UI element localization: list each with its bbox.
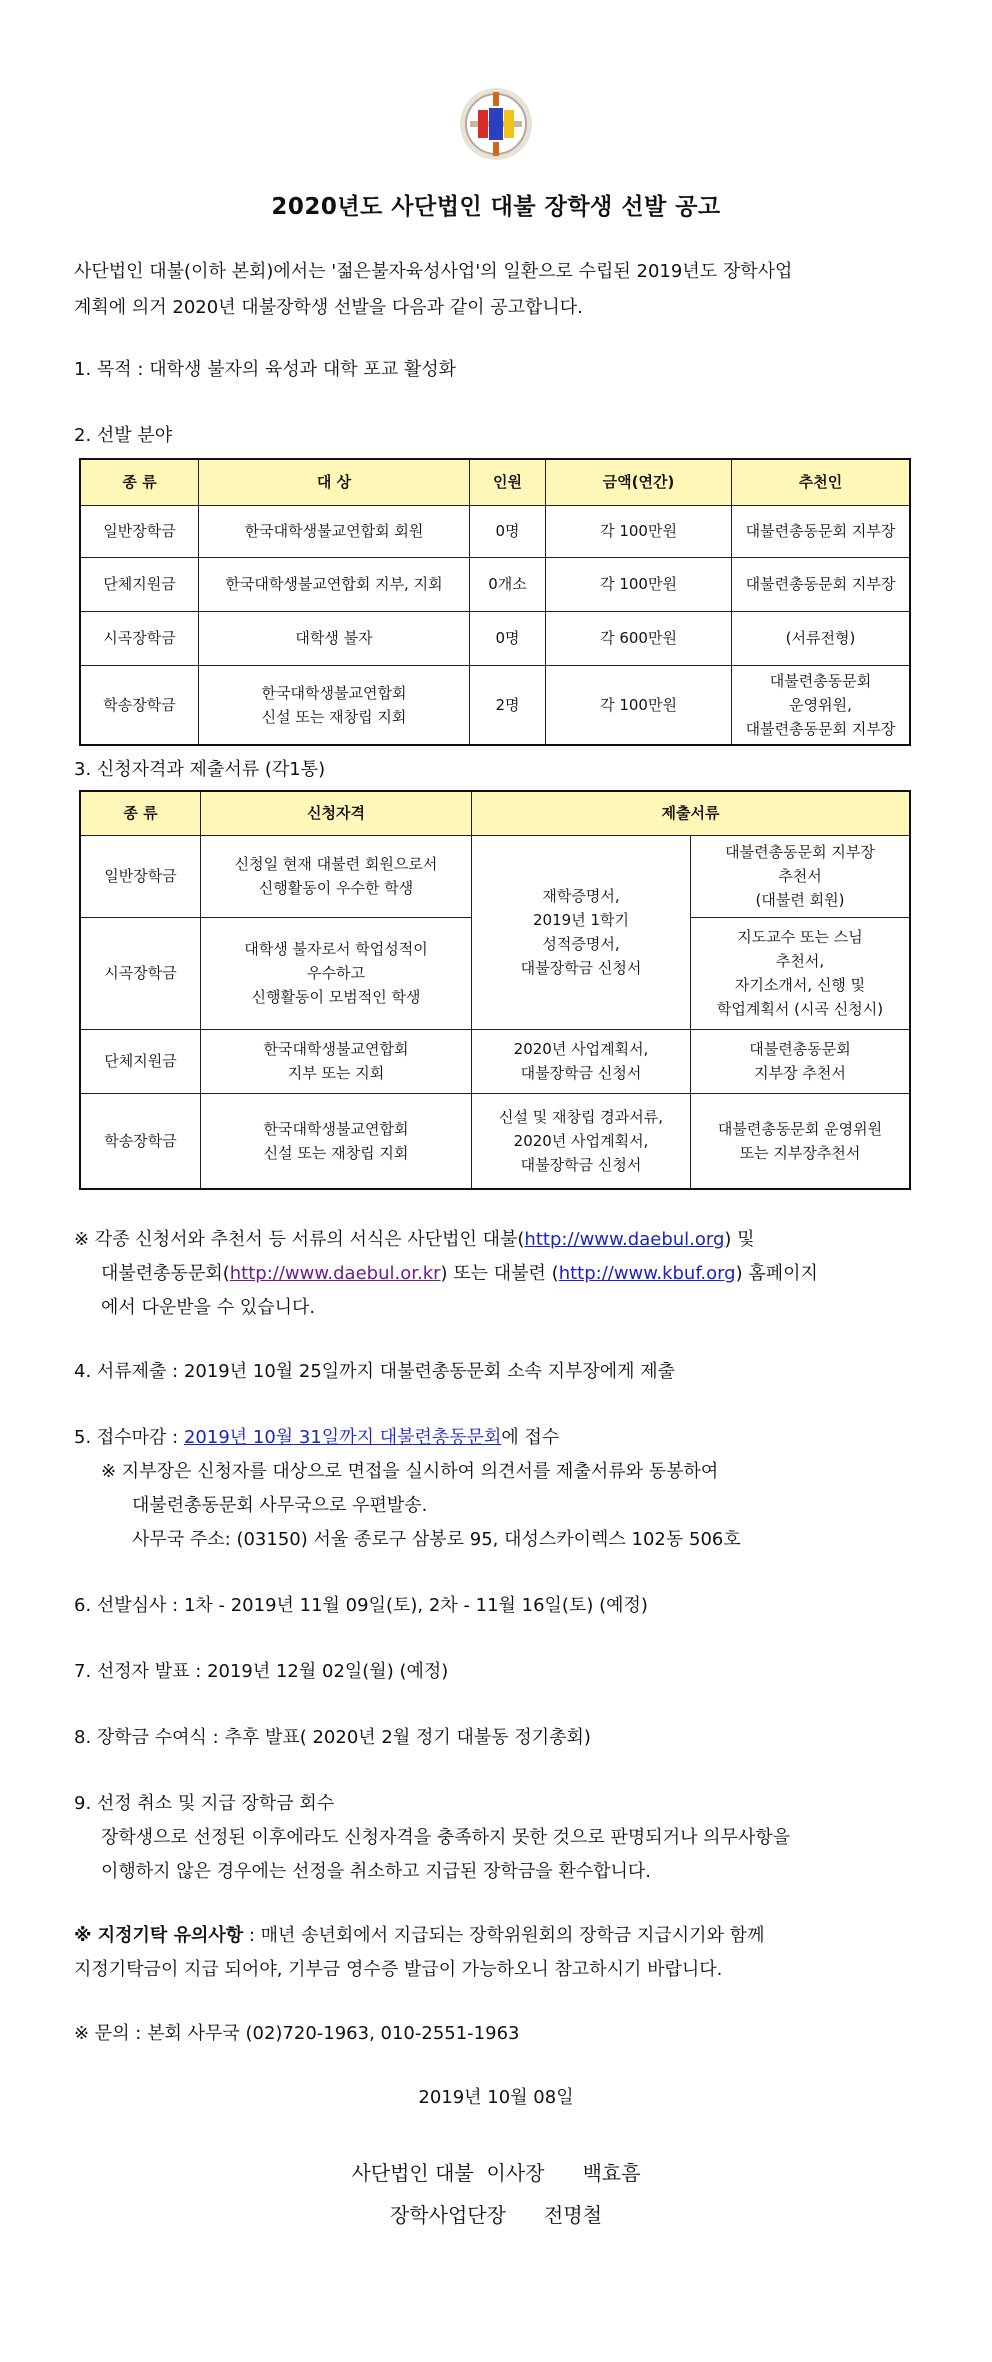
cell: 단체지원금 xyxy=(80,557,199,611)
note-text: ) 및 xyxy=(724,1229,755,1250)
signature-director: 장학사업단장 전명철 xyxy=(389,2203,603,2227)
cell: 재학증명서, 2019년 1학기 성적증명서, 대불장학금 신청서 xyxy=(472,835,691,1029)
section-8: 8. 장학금 수여식 : 추후 발표( 2020년 2월 정기 대불동 정기총회) xyxy=(74,1727,591,1748)
t1-header-type: 종 류 xyxy=(80,459,199,505)
cell: 0명 xyxy=(470,505,546,557)
cell: 각 100만원 xyxy=(546,557,732,611)
note-text: ) 홈페이지 xyxy=(735,1263,818,1284)
signature-chairman: 사단법인 대불 이사장 백효흠 xyxy=(351,2161,641,2185)
note-text: : 매년 송년회에서 지급되는 장학위원회의 장학금 지급시기와 함께 xyxy=(243,1925,765,1946)
cell: 대불련총동문회 지부장 추천서 xyxy=(691,1029,911,1093)
t1-header-recommender: 추천인 xyxy=(732,459,911,505)
cell: 신설 및 재창립 경과서류, 2020년 사업계획서, 대불장학금 신청서 xyxy=(472,1093,691,1189)
cell: 2명 xyxy=(470,665,546,745)
note-forms-line-1 xyxy=(74,1224,755,1255)
selection-table xyxy=(79,458,911,746)
section-1-text: 대학생 불자의 육성과 대학 포교 활성화 xyxy=(149,359,457,380)
cell: 학송장학금 xyxy=(80,665,199,745)
cell: 한국대학생불교연합회 회원 xyxy=(199,505,470,557)
note-donation-line-2: 지정기탁금이 지급 되어야, 기부금 영수증 발급이 가능하오니 참고하시기 바랍니다. xyxy=(74,1959,723,1980)
deadline-link[interactable]: 2019년 10월 31일까지 대불련총동문회 xyxy=(183,1427,502,1448)
section-9-line-1: 장학생으로 선정된 이후에라도 신청자격을 충족하지 못한 것으로 판명되거나 의무사항을 xyxy=(101,1827,791,1848)
table-row xyxy=(80,505,910,557)
note-text: ※ 각종 신청서와 추천서 등 서류의 서식은 사단법인 대불( xyxy=(74,1229,525,1250)
cell: 한국대학생불교연합회 신설 또는 재창립 지회 xyxy=(199,665,470,745)
cell: 신청일 현재 대불련 회원으로서 신행활동이 우수한 학생 xyxy=(201,835,472,917)
cell: 대학생 불자 xyxy=(199,611,470,665)
table-row xyxy=(80,835,910,917)
note-forms-line-2 xyxy=(101,1258,818,1289)
notice-date: 2019년 10월 08일 xyxy=(418,2087,574,2108)
office-address: 사무국 주소: (03150) 서울 종로구 삼봉로 95, 대성스카이렉스 102동 506호 xyxy=(132,1529,741,1550)
cell: 지도교수 또는 스님 추천서, 자기소개서, 신행 및 학업계획서 (시곡 신청시) xyxy=(691,917,911,1029)
section-1 xyxy=(74,354,456,385)
cell: 대불련총동문회 지부장 xyxy=(732,505,911,557)
t2-header-type: 종 류 xyxy=(80,791,201,835)
section-6: 6. 선발심사 : 1차 - 2019년 11월 09일(토), 2차 - 11월 16일(토) (예정) xyxy=(74,1595,648,1616)
t1-header-count: 인원 xyxy=(470,459,546,505)
cell: 일반장학금 xyxy=(80,505,199,557)
section-5-note-2: 대불련총동문회 사무국으로 우편발송. xyxy=(132,1495,428,1516)
cell: 각 100만원 xyxy=(546,665,732,745)
intro-line-2: 계획에 의거 2020년 대불장학생 선발을 다음과 같이 공고합니다. xyxy=(74,297,583,318)
table-row xyxy=(80,1029,910,1093)
table-row xyxy=(80,557,910,611)
note-forms-line-3: 에서 다운받을 수 있습니다. xyxy=(101,1297,316,1318)
note-donation-line-1 xyxy=(74,1920,764,1951)
section-5 xyxy=(74,1422,559,1453)
contact-info: ※ 문의 : 본회 사무국 (02)720-1963, 010-2551-1963 xyxy=(74,2023,520,2044)
qualification-table xyxy=(79,790,911,1190)
section-5-label: 5. 접수마감 : xyxy=(74,1427,184,1448)
section-5-tail: 에 접수 xyxy=(501,1427,560,1448)
table-row xyxy=(80,665,910,745)
section-9-heading: 9. 선정 취소 및 지급 장학금 회수 xyxy=(74,1793,335,1814)
cell: 한국대학생불교연합회 지부, 지회 xyxy=(199,557,470,611)
cell: (서류전형) xyxy=(732,611,911,665)
cell: 일반장학금 xyxy=(80,835,201,917)
section-3-heading: 3. 신청자격과 제출서류 (각1통) xyxy=(74,759,326,780)
cell: 시곡장학금 xyxy=(80,917,201,1029)
cell: 대불련총동문회 운영위원 또는 지부장추천서 xyxy=(691,1093,911,1189)
cell: 2020년 사업계획서, 대불장학금 신청서 xyxy=(472,1029,691,1093)
section-4: 4. 서류제출 : 2019년 10월 25일까지 대불련총동문회 소속 지부장에게 제출 xyxy=(74,1361,676,1382)
cell: 대불련총동문회 지부장 xyxy=(732,557,911,611)
cell: 각 100만원 xyxy=(546,505,732,557)
daebul-link[interactable]: http://www.daebul.org xyxy=(524,1229,725,1250)
section-7: 7. 선정자 발표 : 2019년 12월 02일(월) (예정) xyxy=(74,1661,449,1682)
cell: 대불련총동문회 지부장 추천서 (대불련 회원) xyxy=(691,835,911,917)
cell: 대학생 불자로서 학업성적이 우수하고 신행활동이 모범적인 학생 xyxy=(201,917,472,1029)
cell: 각 600만원 xyxy=(546,611,732,665)
organization-logo-icon xyxy=(458,86,534,162)
note-donation-label: ※ 지정기탁 유의사항 xyxy=(74,1925,244,1946)
section-1-label: 1. 목적 : xyxy=(74,359,150,380)
intro-line-1: 사단법인 대불(이하 본회)에서는 '젊은불자육성사업'의 일환으로 수립된 2019년도 장학사업 xyxy=(74,261,793,282)
t1-header-target: 대 상 xyxy=(199,459,470,505)
note-text: ) 또는 대불련 ( xyxy=(440,1263,559,1284)
cell: 한국대학생불교연합회 지부 또는 지회 xyxy=(201,1029,472,1093)
section-9-line-2: 이행하지 않은 경우에는 선정을 취소하고 지급된 장학금을 환수합니다. xyxy=(101,1861,652,1882)
t2-header-qualification: 신청자격 xyxy=(201,791,472,835)
table-row xyxy=(80,1093,910,1189)
note-text: 대불련총동문회( xyxy=(101,1263,230,1284)
cell: 0명 xyxy=(470,611,546,665)
cell: 대불련총동문회 운영위원, 대불련총동문회 지부장 xyxy=(732,665,911,745)
daebul-alumni-link[interactable]: http://www.daebul.or.kr xyxy=(229,1263,441,1284)
cell: 한국대학생불교연합회 신설 또는 재창립 지회 xyxy=(201,1093,472,1189)
t1-header-amount: 금액(연간) xyxy=(546,459,732,505)
cell: 단체지원금 xyxy=(80,1029,201,1093)
cell: 시곡장학금 xyxy=(80,611,199,665)
section-2-heading: 2. 선발 분야 xyxy=(74,425,173,446)
table-row xyxy=(80,611,910,665)
cell: 학송장학금 xyxy=(80,1093,201,1189)
cell: 0개소 xyxy=(470,557,546,611)
kbuf-link[interactable]: http://www.kbuf.org xyxy=(558,1263,736,1284)
page-title: 2020년도 사단법인 대불 장학생 선발 공고 xyxy=(271,194,721,220)
t2-header-documents: 제출서류 xyxy=(472,791,911,835)
section-5-note-1: ※ 지부장은 신청자를 대상으로 면접을 실시하여 의견서를 제출서류와 동봉하여 xyxy=(101,1461,719,1482)
